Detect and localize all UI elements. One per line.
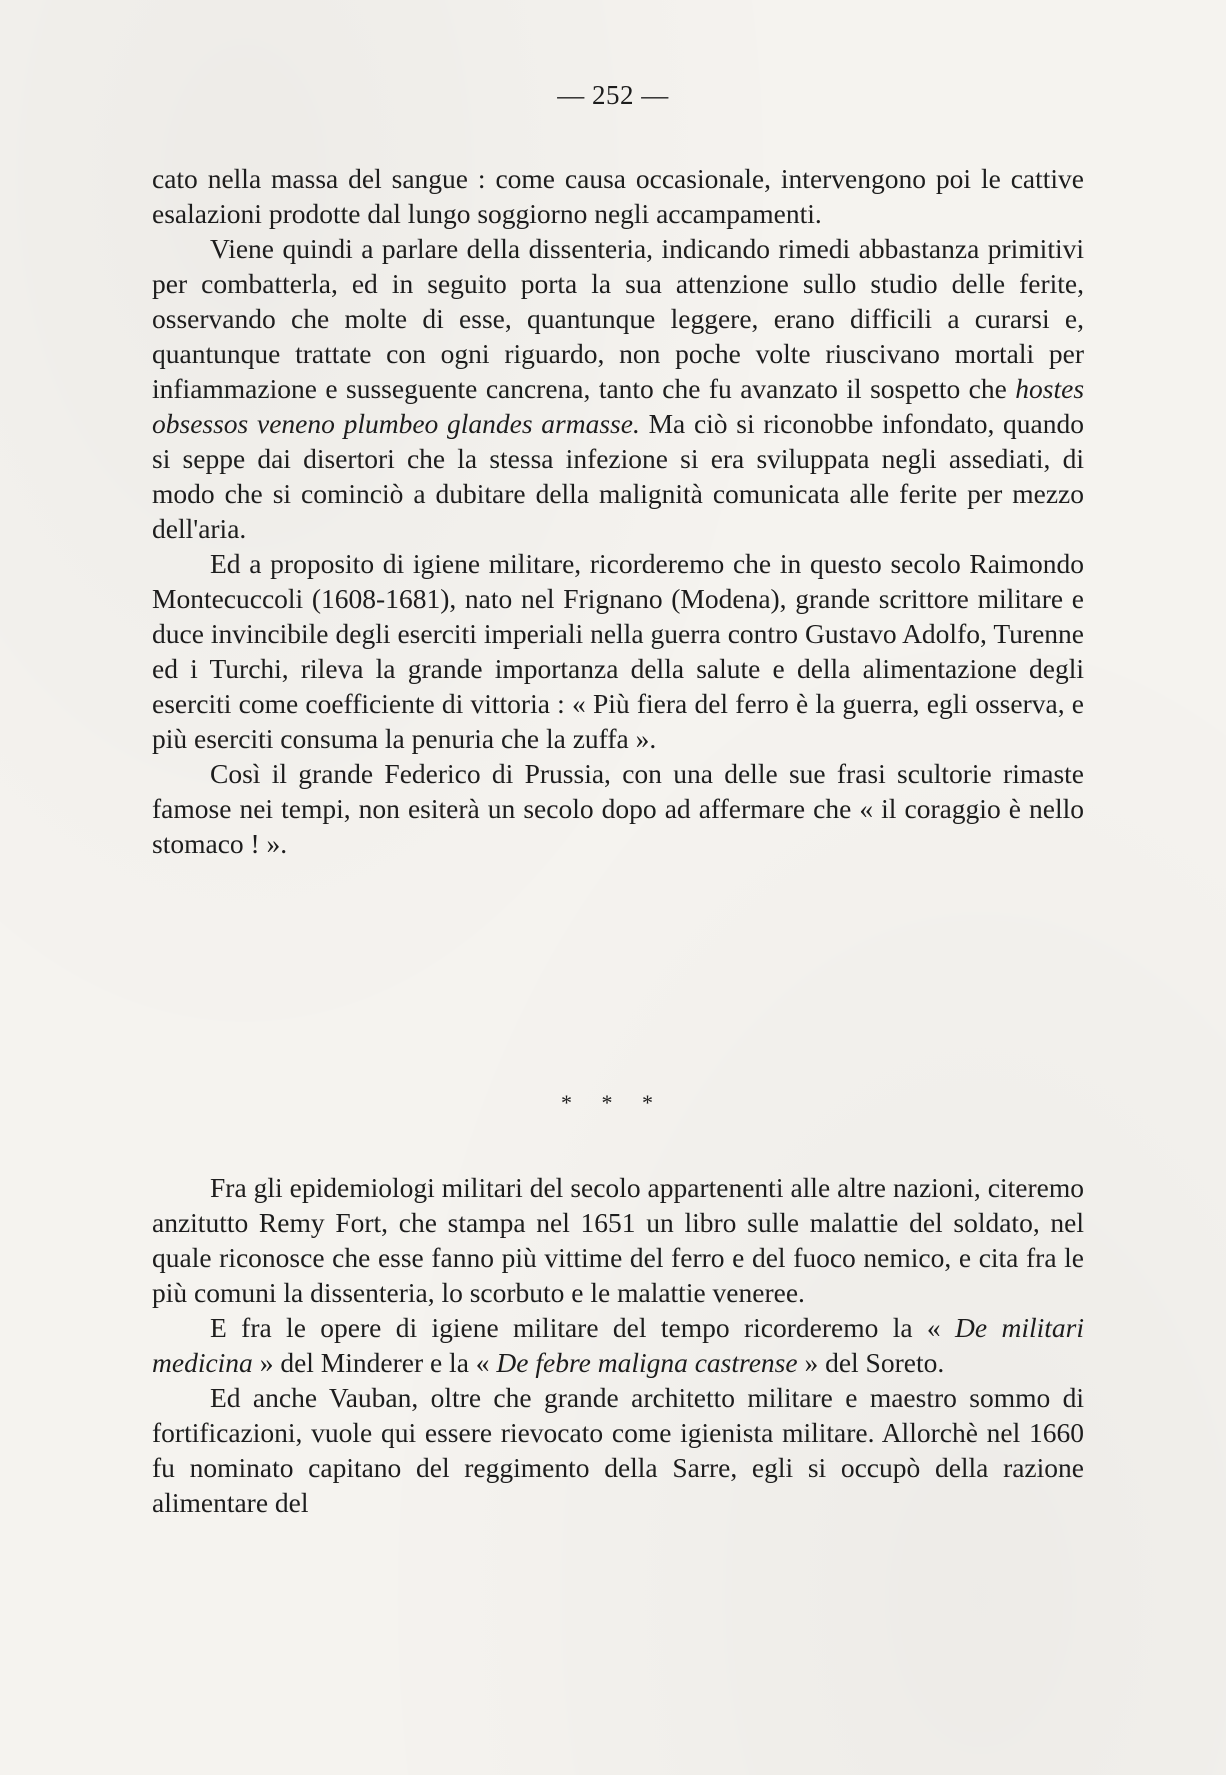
paragraph: cato nella massa del sangue : come causa occasionale, intervengono poi le cattive esalazioni prodotte dal lungo soggiorno negli accampamenti.: [152, 163, 1084, 229]
text-run: Viene quindi a parlare della dissenteria, indicando rimedi abbastanza primitivi per combatterla, ed in seguito porta la sua attenzione sullo studio delle ferite, osservando che molte di esse, quantunque leggere, erano difficili a curarsi e, quantunque trattate con ogni riguardo, non poche volte riuscivano mortali per infiammazione e susseguente cancrena, tanto che fu avanzato il sospetto che: [152, 233, 1084, 404]
page-number: — 252 —: [557, 80, 669, 110]
paragraph: Così il grande Federico di Prussia, con una delle sue frasi scultorie rimaste famose nei tempi, non esiterà un secolo dopo ad affermare che « il coraggio è nello stomaco ! ».: [152, 758, 1084, 859]
book-title: De febre maligna castrense: [496, 1347, 798, 1378]
paragraph: Ed a proposito di igiene militare, ricorderemo che in questo secolo Raimondo Montecuccoli (1608-1681), nato nel Frignano (Modena), grande scrittore militare e duce invincibile degli eserciti imperiali nella guerra contro Gustavo Adolfo, Turenne ed i Turchi, rileva la grande importanza della salute e della alimentazione degli eserciti come coefficiente di vittoria : « Più fiera del ferro è la guerra, egli osserva, e più eserciti consuma la penuria che la zuffa ».: [152, 548, 1084, 754]
paragraph: Ed anche Vauban, oltre che grande architetto militare e maestro sommo di fortificazioni, vuole qui essere rievocato come igienista militare. Allorchè nel 1660 fu nominato capitano del reggimento della Sarre, egli si occupò della razione alimentare del: [152, 1382, 1084, 1518]
section-separator: * * *: [561, 1090, 665, 1115]
text-run: » del Minderer e la «: [259, 1347, 490, 1378]
text-run: » del Soreto.: [804, 1347, 945, 1378]
text-run: Ma ciò si riconobbe infondato, quando si seppe dai disertori che la stessa infezione si era sviluppata negli assediati, di modo che si cominciò a dubitare della malignità comunicata alle ferite per mezzo dell'aria.: [152, 408, 1084, 544]
latin-quote: hostes obsessos veneno plumbeo glandes armasse.: [152, 373, 1085, 439]
paragraph: [152, 1310, 1084, 1380]
text-run: E fra le opere di igiene militare del tempo ricorderemo la «: [210, 1312, 941, 1343]
paragraph: [152, 231, 1084, 546]
text-section-1: [152, 161, 1084, 861]
text-section-2: [152, 1170, 1084, 1520]
paragraph: Fra gli epidemiologi militari del secolo appartenenti alle altre nazioni, citeremo anzitutto Remy Fort, che stampa nel 1651 un libro sulle malattie del soldato, nel quale riconosce che esse fanno più vittime del ferro e del fuoco nemico, e cita fra le più comuni la dissenteria, lo scorbuto e le malattie veneree.: [152, 1172, 1084, 1308]
book-title: De militari medicina: [152, 1312, 1084, 1378]
